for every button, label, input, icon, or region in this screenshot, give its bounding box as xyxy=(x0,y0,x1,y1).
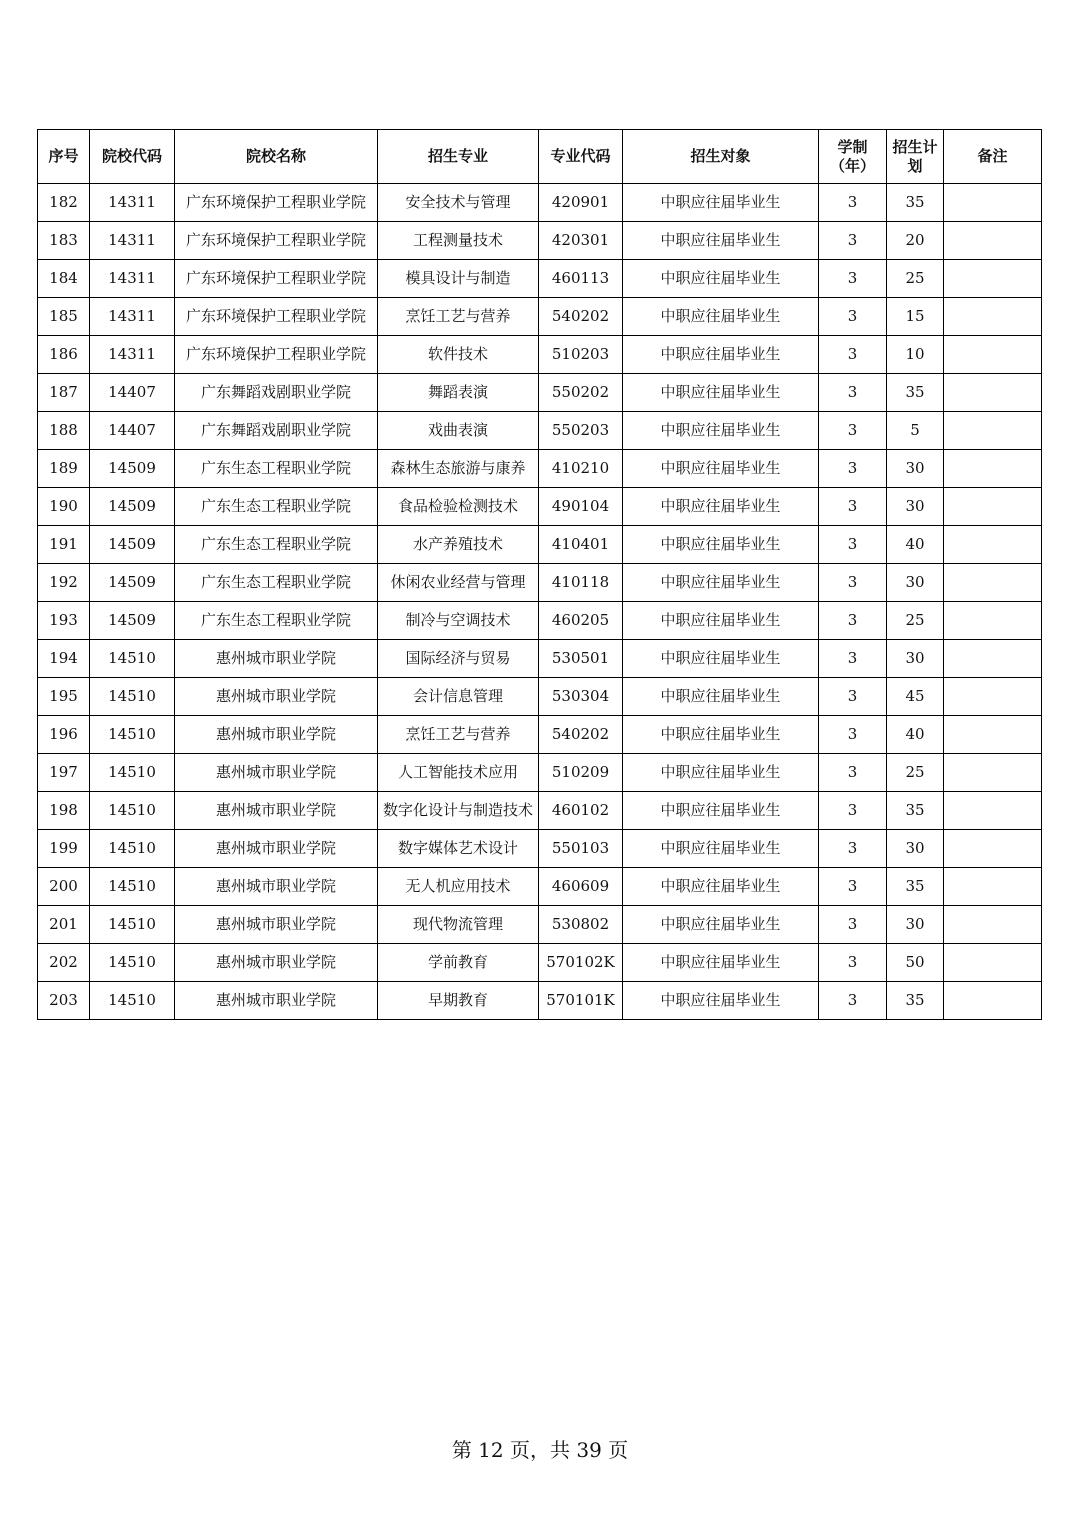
cell-duration: 3 xyxy=(819,374,887,412)
cell-index: 195 xyxy=(38,678,90,716)
cell-remarks xyxy=(944,450,1042,488)
cell-target-group: 中职应往届毕业生 xyxy=(623,944,819,982)
table-row xyxy=(38,336,1042,374)
cell-major-code: 530802 xyxy=(539,906,623,944)
cell-duration: 3 xyxy=(819,260,887,298)
table-row xyxy=(38,222,1042,260)
cell-index: 202 xyxy=(38,944,90,982)
cell-school-code: 14510 xyxy=(90,982,175,1020)
cell-duration: 3 xyxy=(819,412,887,450)
header-major-code: 专业代码 xyxy=(539,130,623,184)
cell-school-name: 广东环境保护工程职业学院 xyxy=(175,260,378,298)
cell-remarks xyxy=(944,222,1042,260)
cell-target-group: 中职应往届毕业生 xyxy=(623,564,819,602)
table-row xyxy=(38,754,1042,792)
table-row xyxy=(38,640,1042,678)
cell-plan: 30 xyxy=(887,450,944,488)
cell-school-code: 14510 xyxy=(90,792,175,830)
cell-plan: 50 xyxy=(887,944,944,982)
table-row xyxy=(38,906,1042,944)
cell-major-code: 410118 xyxy=(539,564,623,602)
cell-school-code: 14407 xyxy=(90,412,175,450)
cell-index: 187 xyxy=(38,374,90,412)
header-major: 招生专业 xyxy=(378,130,539,184)
cell-duration: 3 xyxy=(819,868,887,906)
cell-school-name: 惠州城市职业学院 xyxy=(175,640,378,678)
cell-remarks xyxy=(944,602,1042,640)
cell-school-code: 14510 xyxy=(90,678,175,716)
cell-major: 森林生态旅游与康养 xyxy=(378,450,539,488)
cell-major: 水产养殖技术 xyxy=(378,526,539,564)
cell-duration: 3 xyxy=(819,944,887,982)
cell-index: 184 xyxy=(38,260,90,298)
cell-major: 国际经济与贸易 xyxy=(378,640,539,678)
cell-school-name: 广东生态工程职业学院 xyxy=(175,488,378,526)
cell-duration: 3 xyxy=(819,336,887,374)
cell-major-code: 510203 xyxy=(539,336,623,374)
cell-plan: 30 xyxy=(887,830,944,868)
cell-school-name: 广东环境保护工程职业学院 xyxy=(175,222,378,260)
cell-major: 烹饪工艺与营养 xyxy=(378,716,539,754)
cell-target-group: 中职应往届毕业生 xyxy=(623,792,819,830)
cell-target-group: 中职应往届毕业生 xyxy=(623,678,819,716)
cell-major-code: 540202 xyxy=(539,716,623,754)
cell-plan: 25 xyxy=(887,754,944,792)
cell-school-code: 14510 xyxy=(90,754,175,792)
table-row xyxy=(38,412,1042,450)
table-body xyxy=(38,184,1042,1020)
cell-remarks xyxy=(944,412,1042,450)
cell-duration: 3 xyxy=(819,830,887,868)
cell-major-code: 530501 xyxy=(539,640,623,678)
cell-index: 186 xyxy=(38,336,90,374)
cell-school-code: 14311 xyxy=(90,184,175,222)
cell-target-group: 中职应往届毕业生 xyxy=(623,488,819,526)
cell-duration: 3 xyxy=(819,564,887,602)
cell-major: 安全技术与管理 xyxy=(378,184,539,222)
cell-major-code: 550202 xyxy=(539,374,623,412)
cell-duration: 3 xyxy=(819,602,887,640)
cell-major: 数字化设计与制造技术 xyxy=(378,792,539,830)
cell-target-group: 中职应往届毕业生 xyxy=(623,184,819,222)
cell-major-code: 490104 xyxy=(539,488,623,526)
table-row xyxy=(38,450,1042,488)
cell-target-group: 中职应往届毕业生 xyxy=(623,982,819,1020)
cell-school-code: 14311 xyxy=(90,222,175,260)
cell-school-code: 14510 xyxy=(90,830,175,868)
cell-duration: 3 xyxy=(819,678,887,716)
cell-school-name: 广东生态工程职业学院 xyxy=(175,450,378,488)
table-header-row xyxy=(38,130,1042,184)
cell-remarks xyxy=(944,944,1042,982)
cell-major-code: 570102K xyxy=(539,944,623,982)
cell-plan: 5 xyxy=(887,412,944,450)
cell-major-code: 510209 xyxy=(539,754,623,792)
cell-plan: 10 xyxy=(887,336,944,374)
cell-plan: 20 xyxy=(887,222,944,260)
cell-duration: 3 xyxy=(819,222,887,260)
cell-target-group: 中职应往届毕业生 xyxy=(623,830,819,868)
cell-school-code: 14407 xyxy=(90,374,175,412)
cell-duration: 3 xyxy=(819,488,887,526)
cell-remarks xyxy=(944,564,1042,602)
cell-plan: 35 xyxy=(887,792,944,830)
cell-index: 196 xyxy=(38,716,90,754)
cell-index: 203 xyxy=(38,982,90,1020)
cell-target-group: 中职应往届毕业生 xyxy=(623,754,819,792)
cell-index: 197 xyxy=(38,754,90,792)
cell-duration: 3 xyxy=(819,716,887,754)
cell-school-name: 惠州城市职业学院 xyxy=(175,906,378,944)
cell-school-name: 广东生态工程职业学院 xyxy=(175,526,378,564)
table-row xyxy=(38,488,1042,526)
cell-index: 200 xyxy=(38,868,90,906)
cell-plan: 40 xyxy=(887,526,944,564)
cell-school-code: 14509 xyxy=(90,488,175,526)
cell-major-code: 410401 xyxy=(539,526,623,564)
table-row xyxy=(38,678,1042,716)
cell-school-name: 惠州城市职业学院 xyxy=(175,868,378,906)
cell-remarks xyxy=(944,298,1042,336)
cell-target-group: 中职应往届毕业生 xyxy=(623,716,819,754)
cell-school-name: 广东环境保护工程职业学院 xyxy=(175,336,378,374)
cell-remarks xyxy=(944,792,1042,830)
cell-duration: 3 xyxy=(819,792,887,830)
table-row xyxy=(38,716,1042,754)
cell-major: 人工智能技术应用 xyxy=(378,754,539,792)
header-target-group: 招生对象 xyxy=(623,130,819,184)
table-row xyxy=(38,526,1042,564)
cell-plan: 30 xyxy=(887,640,944,678)
cell-major-code: 460609 xyxy=(539,868,623,906)
cell-remarks xyxy=(944,184,1042,222)
table-row xyxy=(38,830,1042,868)
header-remarks: 备注 xyxy=(944,130,1042,184)
cell-major: 工程测量技术 xyxy=(378,222,539,260)
cell-target-group: 中职应往届毕业生 xyxy=(623,526,819,564)
cell-plan: 40 xyxy=(887,716,944,754)
table-row xyxy=(38,374,1042,412)
cell-index: 191 xyxy=(38,526,90,564)
cell-school-name: 惠州城市职业学院 xyxy=(175,716,378,754)
cell-school-code: 14311 xyxy=(90,298,175,336)
cell-school-name: 惠州城市职业学院 xyxy=(175,944,378,982)
cell-major: 舞蹈表演 xyxy=(378,374,539,412)
cell-index: 185 xyxy=(38,298,90,336)
cell-major: 戏曲表演 xyxy=(378,412,539,450)
cell-major-code: 420901 xyxy=(539,184,623,222)
cell-plan: 35 xyxy=(887,868,944,906)
cell-major: 模具设计与制造 xyxy=(378,260,539,298)
cell-duration: 3 xyxy=(819,754,887,792)
cell-school-code: 14510 xyxy=(90,944,175,982)
cell-plan: 30 xyxy=(887,488,944,526)
cell-school-code: 14510 xyxy=(90,716,175,754)
cell-major: 数字媒体艺术设计 xyxy=(378,830,539,868)
cell-major-code: 530304 xyxy=(539,678,623,716)
table-row xyxy=(38,944,1042,982)
cell-remarks xyxy=(944,488,1042,526)
cell-school-name: 惠州城市职业学院 xyxy=(175,982,378,1020)
cell-school-code: 14510 xyxy=(90,906,175,944)
cell-target-group: 中职应往届毕业生 xyxy=(623,450,819,488)
cell-major: 制冷与空调技术 xyxy=(378,602,539,640)
cell-target-group: 中职应往届毕业生 xyxy=(623,602,819,640)
cell-plan: 45 xyxy=(887,678,944,716)
table-row xyxy=(38,602,1042,640)
cell-major-code: 460102 xyxy=(539,792,623,830)
cell-school-code: 14311 xyxy=(90,336,175,374)
cell-major-code: 540202 xyxy=(539,298,623,336)
cell-plan: 35 xyxy=(887,184,944,222)
cell-target-group: 中职应往届毕业生 xyxy=(623,412,819,450)
cell-major: 现代物流管理 xyxy=(378,906,539,944)
cell-index: 183 xyxy=(38,222,90,260)
cell-major-code: 550203 xyxy=(539,412,623,450)
header-school-code: 院校代码 xyxy=(90,130,175,184)
table-row xyxy=(38,792,1042,830)
cell-target-group: 中职应往届毕业生 xyxy=(623,868,819,906)
cell-school-code: 14509 xyxy=(90,564,175,602)
cell-duration: 3 xyxy=(819,526,887,564)
cell-school-name: 惠州城市职业学院 xyxy=(175,792,378,830)
table-row xyxy=(38,982,1042,1020)
cell-school-name: 广东舞蹈戏剧职业学院 xyxy=(175,374,378,412)
cell-school-name: 惠州城市职业学院 xyxy=(175,830,378,868)
cell-target-group: 中职应往届毕业生 xyxy=(623,298,819,336)
cell-duration: 3 xyxy=(819,298,887,336)
cell-duration: 3 xyxy=(819,906,887,944)
header-school-name: 院校名称 xyxy=(175,130,378,184)
cell-major-code: 420301 xyxy=(539,222,623,260)
cell-remarks xyxy=(944,526,1042,564)
cell-target-group: 中职应往届毕业生 xyxy=(623,906,819,944)
cell-plan: 15 xyxy=(887,298,944,336)
cell-remarks xyxy=(944,716,1042,754)
cell-target-group: 中职应往届毕业生 xyxy=(623,260,819,298)
header-index: 序号 xyxy=(38,130,90,184)
cell-duration: 3 xyxy=(819,450,887,488)
table-row xyxy=(38,260,1042,298)
cell-remarks xyxy=(944,754,1042,792)
cell-target-group: 中职应往届毕业生 xyxy=(623,336,819,374)
cell-major: 烹饪工艺与营养 xyxy=(378,298,539,336)
cell-index: 189 xyxy=(38,450,90,488)
cell-school-code: 14510 xyxy=(90,868,175,906)
table-row xyxy=(38,298,1042,336)
cell-index: 201 xyxy=(38,906,90,944)
cell-remarks xyxy=(944,260,1042,298)
cell-remarks xyxy=(944,982,1042,1020)
cell-plan: 25 xyxy=(887,260,944,298)
cell-school-code: 14509 xyxy=(90,526,175,564)
cell-index: 199 xyxy=(38,830,90,868)
cell-major: 无人机应用技术 xyxy=(378,868,539,906)
cell-school-code: 14509 xyxy=(90,450,175,488)
cell-plan: 35 xyxy=(887,982,944,1020)
cell-remarks xyxy=(944,830,1042,868)
cell-plan: 30 xyxy=(887,564,944,602)
enrollment-table xyxy=(37,129,1042,1020)
cell-school-name: 惠州城市职业学院 xyxy=(175,678,378,716)
header-duration: 学制（年） xyxy=(819,130,887,184)
cell-index: 182 xyxy=(38,184,90,222)
cell-school-code: 14510 xyxy=(90,640,175,678)
cell-major: 会计信息管理 xyxy=(378,678,539,716)
cell-school-name: 广东环境保护工程职业学院 xyxy=(175,184,378,222)
cell-index: 190 xyxy=(38,488,90,526)
cell-remarks xyxy=(944,336,1042,374)
cell-school-name: 惠州城市职业学院 xyxy=(175,754,378,792)
cell-remarks xyxy=(944,374,1042,412)
cell-remarks xyxy=(944,868,1042,906)
cell-major: 休闲农业经营与管理 xyxy=(378,564,539,602)
cell-remarks xyxy=(944,640,1042,678)
cell-index: 198 xyxy=(38,792,90,830)
cell-school-code: 14311 xyxy=(90,260,175,298)
cell-target-group: 中职应往届毕业生 xyxy=(623,374,819,412)
cell-index: 188 xyxy=(38,412,90,450)
cell-major: 食品检验检测技术 xyxy=(378,488,539,526)
cell-school-name: 广东环境保护工程职业学院 xyxy=(175,298,378,336)
table-row xyxy=(38,564,1042,602)
cell-major: 学前教育 xyxy=(378,944,539,982)
cell-school-name: 广东生态工程职业学院 xyxy=(175,564,378,602)
cell-major-code: 460205 xyxy=(539,602,623,640)
table-row xyxy=(38,184,1042,222)
cell-remarks xyxy=(944,678,1042,716)
cell-target-group: 中职应往届毕业生 xyxy=(623,640,819,678)
cell-target-group: 中职应往届毕业生 xyxy=(623,222,819,260)
cell-major: 软件技术 xyxy=(378,336,539,374)
cell-index: 192 xyxy=(38,564,90,602)
header-plan: 招生计划 xyxy=(887,130,944,184)
cell-plan: 30 xyxy=(887,906,944,944)
cell-index: 193 xyxy=(38,602,90,640)
cell-duration: 3 xyxy=(819,982,887,1020)
cell-major-code: 570101K xyxy=(539,982,623,1020)
cell-plan: 25 xyxy=(887,602,944,640)
table-row xyxy=(38,868,1042,906)
cell-major-code: 550103 xyxy=(539,830,623,868)
cell-school-name: 广东生态工程职业学院 xyxy=(175,602,378,640)
cell-school-code: 14509 xyxy=(90,602,175,640)
cell-major: 早期教育 xyxy=(378,982,539,1020)
cell-index: 194 xyxy=(38,640,90,678)
cell-school-name: 广东舞蹈戏剧职业学院 xyxy=(175,412,378,450)
cell-duration: 3 xyxy=(819,184,887,222)
cell-major-code: 410210 xyxy=(539,450,623,488)
page-number: 第 12 页，共 39 页 xyxy=(451,1438,629,1462)
cell-remarks xyxy=(944,906,1042,944)
cell-plan: 35 xyxy=(887,374,944,412)
cell-duration: 3 xyxy=(819,640,887,678)
cell-major-code: 460113 xyxy=(539,260,623,298)
